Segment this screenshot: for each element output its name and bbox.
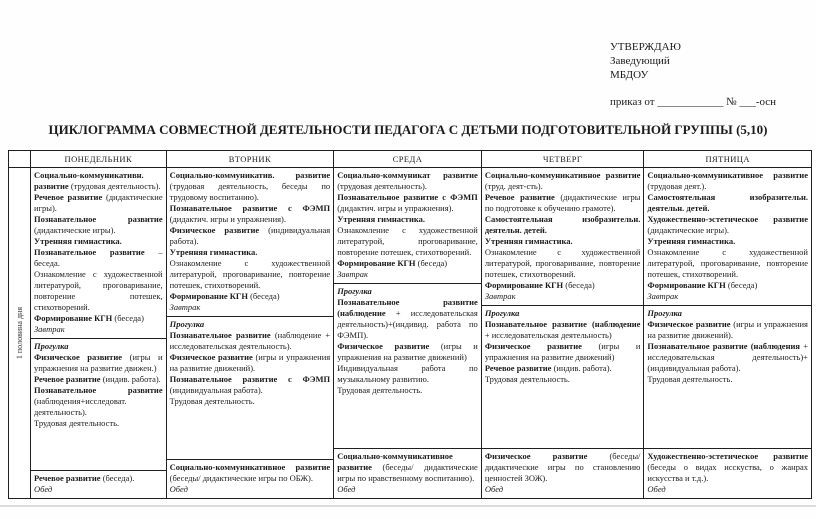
schedule-cell-tuesday-3 [167, 460, 334, 498]
activity-run: (беседы/ дидактические игры по становлению ценностей ЗОЖ). [484, 451, 641, 483]
approval-line-head: Заведующий [610, 55, 670, 67]
schedule-cell-tuesday-1 [167, 168, 334, 317]
activity-run: Художественно-эстетическое развитие [647, 214, 808, 224]
activity-run: Ознакомление с художественной литературой, проговаривание, повторение потешек, стихотворений. [337, 225, 478, 257]
activity-text [337, 192, 478, 214]
activity-run: (трудовая деятельность). [70, 181, 161, 191]
activity-run: (беседы/ дидактические игры по нравственному воспитанию). [337, 462, 478, 483]
schedule-table [8, 150, 812, 499]
activity-text [34, 313, 163, 324]
activity-run: Познавательное развитие с ФЭМП [337, 192, 478, 202]
activity-run: Формирование КГН [484, 280, 566, 290]
activity-run: Завтрак [169, 302, 201, 312]
activity-text [485, 280, 641, 291]
table-corner-cell [9, 151, 31, 168]
day-column-thursday [482, 168, 645, 498]
activity-run: Трудовая деятельность. [169, 396, 255, 406]
activity-run: (трудовая деятельность). [337, 181, 427, 191]
activity-run: (труд. деят-сть). [484, 181, 543, 191]
activity-run: (игры и упражнения на развитие движений) [337, 341, 478, 362]
day-column-tuesday [167, 168, 335, 498]
activity-run: Обед [169, 484, 188, 494]
activity-run: Физическое развитие [484, 451, 610, 461]
activity-run: Познавательное развитие с ФЭМП [169, 203, 331, 213]
activity-text [485, 451, 641, 484]
activity-run: Ознакомление с художественной литературой, проговаривание, повторение потешек, стихотворений. [169, 258, 331, 290]
activity-text [337, 451, 478, 484]
activity-text [647, 236, 808, 247]
activity-text [485, 247, 641, 280]
activity-text [485, 484, 641, 495]
activity-run: (игры и упражнения на развитие движений) [484, 341, 641, 362]
activity-run: (дидактические игры). [33, 225, 116, 235]
page-bottom-edge [0, 505, 816, 507]
activity-text [337, 269, 478, 280]
activity-run: (беседа) [250, 291, 280, 301]
activity-text [170, 247, 331, 258]
activity-run: Самостоятельная изобразительн. деятельн. детей. [484, 214, 641, 235]
activity-text [485, 291, 641, 302]
activity-text [337, 385, 478, 396]
activity-run: Социально-коммуникативное развитие [337, 451, 453, 472]
activity-text [647, 192, 808, 214]
activity-run: Формирование КГН [337, 258, 418, 268]
schedule-cell-friday-1 [644, 168, 811, 306]
schedule-cell-thursday-2 [482, 306, 644, 449]
row-label-text: 1 половина дня [14, 306, 24, 360]
schedule-cell-thursday-3 [482, 449, 644, 498]
activity-text [34, 352, 163, 374]
activity-run: – беседа. [33, 247, 163, 268]
activity-run: + исследовательская деятельность)+(индивид. работа по ФЭМП). [337, 308, 478, 340]
activity-text [34, 214, 163, 236]
table-header-row [9, 151, 811, 168]
activity-text [170, 302, 331, 313]
activity-text [170, 330, 331, 352]
column-header-wednesday: СРЕДА [334, 151, 482, 168]
activity-run: (дидактические игры по подготовке к обучению грамоте). [484, 192, 641, 213]
activity-text [485, 374, 641, 385]
activity-run: Социально-коммуникативное развитие [169, 462, 331, 472]
activity-text [34, 374, 163, 385]
activity-run: (дидактические игры). [33, 192, 163, 213]
activity-run: Физическое развитие [33, 352, 130, 362]
activity-text [337, 225, 478, 258]
activity-text [485, 319, 641, 341]
schedule-cell-wednesday-3 [334, 449, 481, 498]
activity-run: Трудовая деятельность. [33, 418, 120, 428]
activity-run: (дидактические игры). [647, 225, 730, 235]
activity-text [170, 462, 331, 484]
activity-run: Утренняя гимнастика. [647, 236, 736, 246]
activity-run: Самостоятельная изобразительн. деятельн. детей. [647, 192, 808, 213]
activity-text [34, 192, 163, 214]
activity-text [170, 203, 331, 225]
schedule-cell-thursday-1 [482, 168, 644, 306]
activity-run: Обед [484, 484, 504, 494]
column-header-monday: ПОНЕДЕЛЬНИК [31, 151, 167, 168]
activity-run: (беседа) [727, 280, 758, 290]
day-column-wednesday [334, 168, 482, 498]
activity-text [337, 170, 478, 192]
activity-run: (индив. работа). [553, 363, 612, 373]
activity-run: Познавательное развитие с ФЭМП [169, 374, 331, 384]
activity-run: Речевое развитие [484, 363, 554, 373]
schedule-cell-friday-2 [644, 306, 811, 449]
schedule-cell-friday-3 [644, 449, 811, 498]
column-header-friday: ПЯТНИЦА [644, 151, 811, 168]
activity-run: Утренняя гимнастика. [33, 236, 122, 246]
activity-text [170, 319, 331, 330]
activity-text [337, 484, 478, 495]
activity-run: Познавательное развитие [33, 214, 163, 224]
activity-run: Речевое развитие [33, 473, 103, 483]
activity-text [647, 291, 808, 302]
approval-block [610, 40, 776, 109]
activity-text [170, 352, 331, 374]
activity-run: Познавательное развитие (наблюдение [484, 319, 641, 329]
activity-text [485, 170, 641, 192]
activity-run: Индивидуальная работа по музыкальному развитию. [337, 363, 478, 384]
activity-run: Ознакомление с художественной литературой, проговаривание, повторение потешек, стихотворений. [33, 269, 163, 312]
activity-text [34, 341, 163, 352]
activity-run: (беседа) [565, 280, 595, 290]
activity-text [337, 258, 478, 269]
activity-text [34, 324, 163, 335]
activity-run: (индивидуальная работа). [169, 385, 263, 395]
activity-run: Социально-коммуникат развитие [337, 170, 478, 180]
activity-text [647, 341, 808, 374]
activity-text [34, 484, 163, 495]
activity-run: Прогулка [647, 308, 682, 318]
activity-text [337, 297, 478, 341]
activity-run: (беседы о видах исскуства, о жанрах искусства и т.д.). [647, 462, 808, 483]
activity-run: Социально-коммуникативн. развитие [33, 170, 144, 191]
activity-text [34, 236, 163, 247]
page-title: ЦИКЛОГРАММА СОВМЕСТНОЙ ДЕЯТЕЛЬНОСТИ ПЕДАГОГА С ДЕТЬМИ ПОДГОТОВИТЕЛЬНОЙ ГРУППЫ (5,10) [48, 122, 768, 137]
activity-run: (трудовая деятельность, беседы по трудовому воспитанию). [169, 181, 331, 202]
activity-run: (дидактич. игры и упражнения). [169, 214, 286, 224]
activity-run: Утренняя гимнастика. [484, 236, 573, 246]
activity-text [647, 319, 808, 341]
activity-run: Трудовая деятельность. [337, 385, 423, 395]
activity-run: Познавательное развитие [169, 330, 275, 340]
activity-run: Утренняя гимнастика. [337, 214, 426, 224]
table-body-row [9, 168, 811, 498]
activity-run: Завтрак [647, 291, 679, 301]
activity-run: (игры и упражнения на развитие движений). [647, 319, 808, 340]
activity-run: Социально-коммуникатив. развитие [169, 170, 331, 180]
approval-line-org: МБДОУ [610, 69, 649, 81]
activity-text [647, 214, 808, 236]
activity-run: Формирование КГН [169, 291, 251, 301]
activity-run: Прогулка [484, 308, 520, 318]
activity-run: (трудовая деят.). [647, 181, 707, 191]
activity-run: Завтрак [33, 324, 65, 334]
activity-text [170, 225, 331, 247]
activity-run: (наблюдение + исследовательская деятельность). [169, 330, 331, 351]
activity-text [647, 374, 808, 385]
activity-text [170, 396, 331, 407]
activity-run: (беседа) [417, 258, 448, 268]
activity-run: Обед [647, 484, 666, 494]
activity-run: Завтрак [484, 291, 516, 301]
activity-run: Речевое развитие [33, 192, 107, 202]
activity-run: (дидактич. игры и упражнения). [337, 203, 454, 213]
activity-run: Физическое развитие [484, 341, 599, 351]
activity-text [34, 473, 163, 484]
activity-text [647, 308, 808, 319]
activity-run: Утренняя гимнастика. [169, 247, 258, 257]
activity-text [34, 170, 163, 192]
activity-run: Формирование КГН [33, 313, 115, 323]
activity-text [337, 214, 478, 225]
activity-run: Трудовая деятельность. [647, 374, 733, 384]
activity-text [647, 170, 808, 192]
schedule-cell-wednesday-2 [334, 284, 481, 449]
activity-text [170, 170, 331, 203]
column-header-thursday: ЧЕТВЕРГ [482, 151, 645, 168]
activity-run: Познавательное развитие (наблюдение [337, 297, 478, 318]
activity-run: (игры и упражнения на развитие движений). [169, 352, 331, 373]
activity-run: Обед [33, 484, 53, 494]
schedule-cell-wednesday-1 [334, 168, 481, 284]
activity-run: Социально-коммуникативное развитие [484, 170, 641, 180]
activity-run: Формирование КГН [647, 280, 728, 290]
activity-run: (индив. работа). [102, 374, 161, 384]
activity-run: Физическое развитие [169, 352, 256, 362]
activity-text [34, 385, 163, 418]
activity-run: Художественно-эстетическое развитие [647, 451, 808, 461]
activity-text [485, 341, 641, 363]
activity-run: Прогулка [169, 319, 205, 329]
schedule-cell-monday-1 [31, 168, 166, 339]
activity-run: Ознакомление с художественной литературой, проговаривание, повторение потешек, стихотворений. [484, 247, 641, 279]
activity-run: Познавательное развитие (наблюдения [647, 341, 804, 351]
approval-line-approved: УТВЕРЖДАЮ [610, 41, 681, 53]
activity-run: Познавательное развитие [33, 247, 159, 257]
activity-run: Физическое развитие [647, 319, 734, 329]
activity-run: Физическое развитие [337, 341, 441, 351]
activity-text [485, 214, 641, 236]
activity-run: Речевое развитие [33, 374, 103, 384]
activity-run: Прогулка [33, 341, 69, 351]
activity-text [647, 451, 808, 484]
activity-text [485, 236, 641, 247]
schedule-cell-tuesday-2 [167, 317, 334, 460]
activity-run: Завтрак [337, 269, 368, 279]
activity-run: (индивидуальная работа). [169, 225, 331, 246]
activity-text [170, 258, 331, 291]
activity-text [34, 247, 163, 269]
activity-run: Социально-коммуникативное развитие [647, 170, 808, 180]
activity-run: (беседа). [102, 473, 135, 483]
activity-run: + исследовательская деятельность)+(индивидуальная работа). [647, 341, 808, 373]
activity-text [647, 484, 808, 495]
activity-run: Речевое развитие [484, 192, 561, 202]
approval-order-line: приказ от ____________ № ___-осн [610, 96, 777, 108]
activity-run: Обед [337, 484, 356, 494]
activity-run: Физическое развитие [169, 225, 269, 235]
activity-text [485, 192, 641, 214]
activity-text [485, 308, 641, 319]
activity-text [485, 363, 641, 374]
day-column-friday [644, 168, 811, 498]
activity-run: Прогулка [337, 286, 372, 296]
activity-run: Ознакомление с художественной литературой, проговаривание, повторение потешек, стихотворений. [647, 247, 808, 279]
activity-text [647, 247, 808, 280]
day-column-monday [31, 168, 167, 498]
activity-text [337, 341, 478, 363]
activity-run: (беседа) [114, 313, 144, 323]
activity-text [34, 269, 163, 313]
activity-text [170, 291, 331, 302]
column-header-tuesday: ВТОРНИК [167, 151, 335, 168]
activity-run: Познавательное развитие [33, 385, 163, 395]
activity-text [647, 280, 808, 291]
schedule-cell-monday-3 [31, 471, 166, 498]
activity-text [337, 286, 478, 297]
activity-run: + исследовательская деятельность) [484, 330, 612, 340]
activity-text [337, 363, 478, 385]
activity-run: (наблюдения+исследоват. деятельность). [33, 396, 127, 417]
activity-run: (игры и упражнения на развитие движен.) [33, 352, 163, 373]
activity-text [170, 484, 331, 495]
activity-run: (беседы/ дидактические игры по ОБЖ). [169, 473, 313, 483]
schedule-cell-monday-2 [31, 339, 166, 471]
activity-text [34, 418, 163, 429]
row-label-cell [9, 168, 31, 498]
activity-run: Трудовая деятельность. [484, 374, 570, 384]
activity-text [170, 374, 331, 396]
